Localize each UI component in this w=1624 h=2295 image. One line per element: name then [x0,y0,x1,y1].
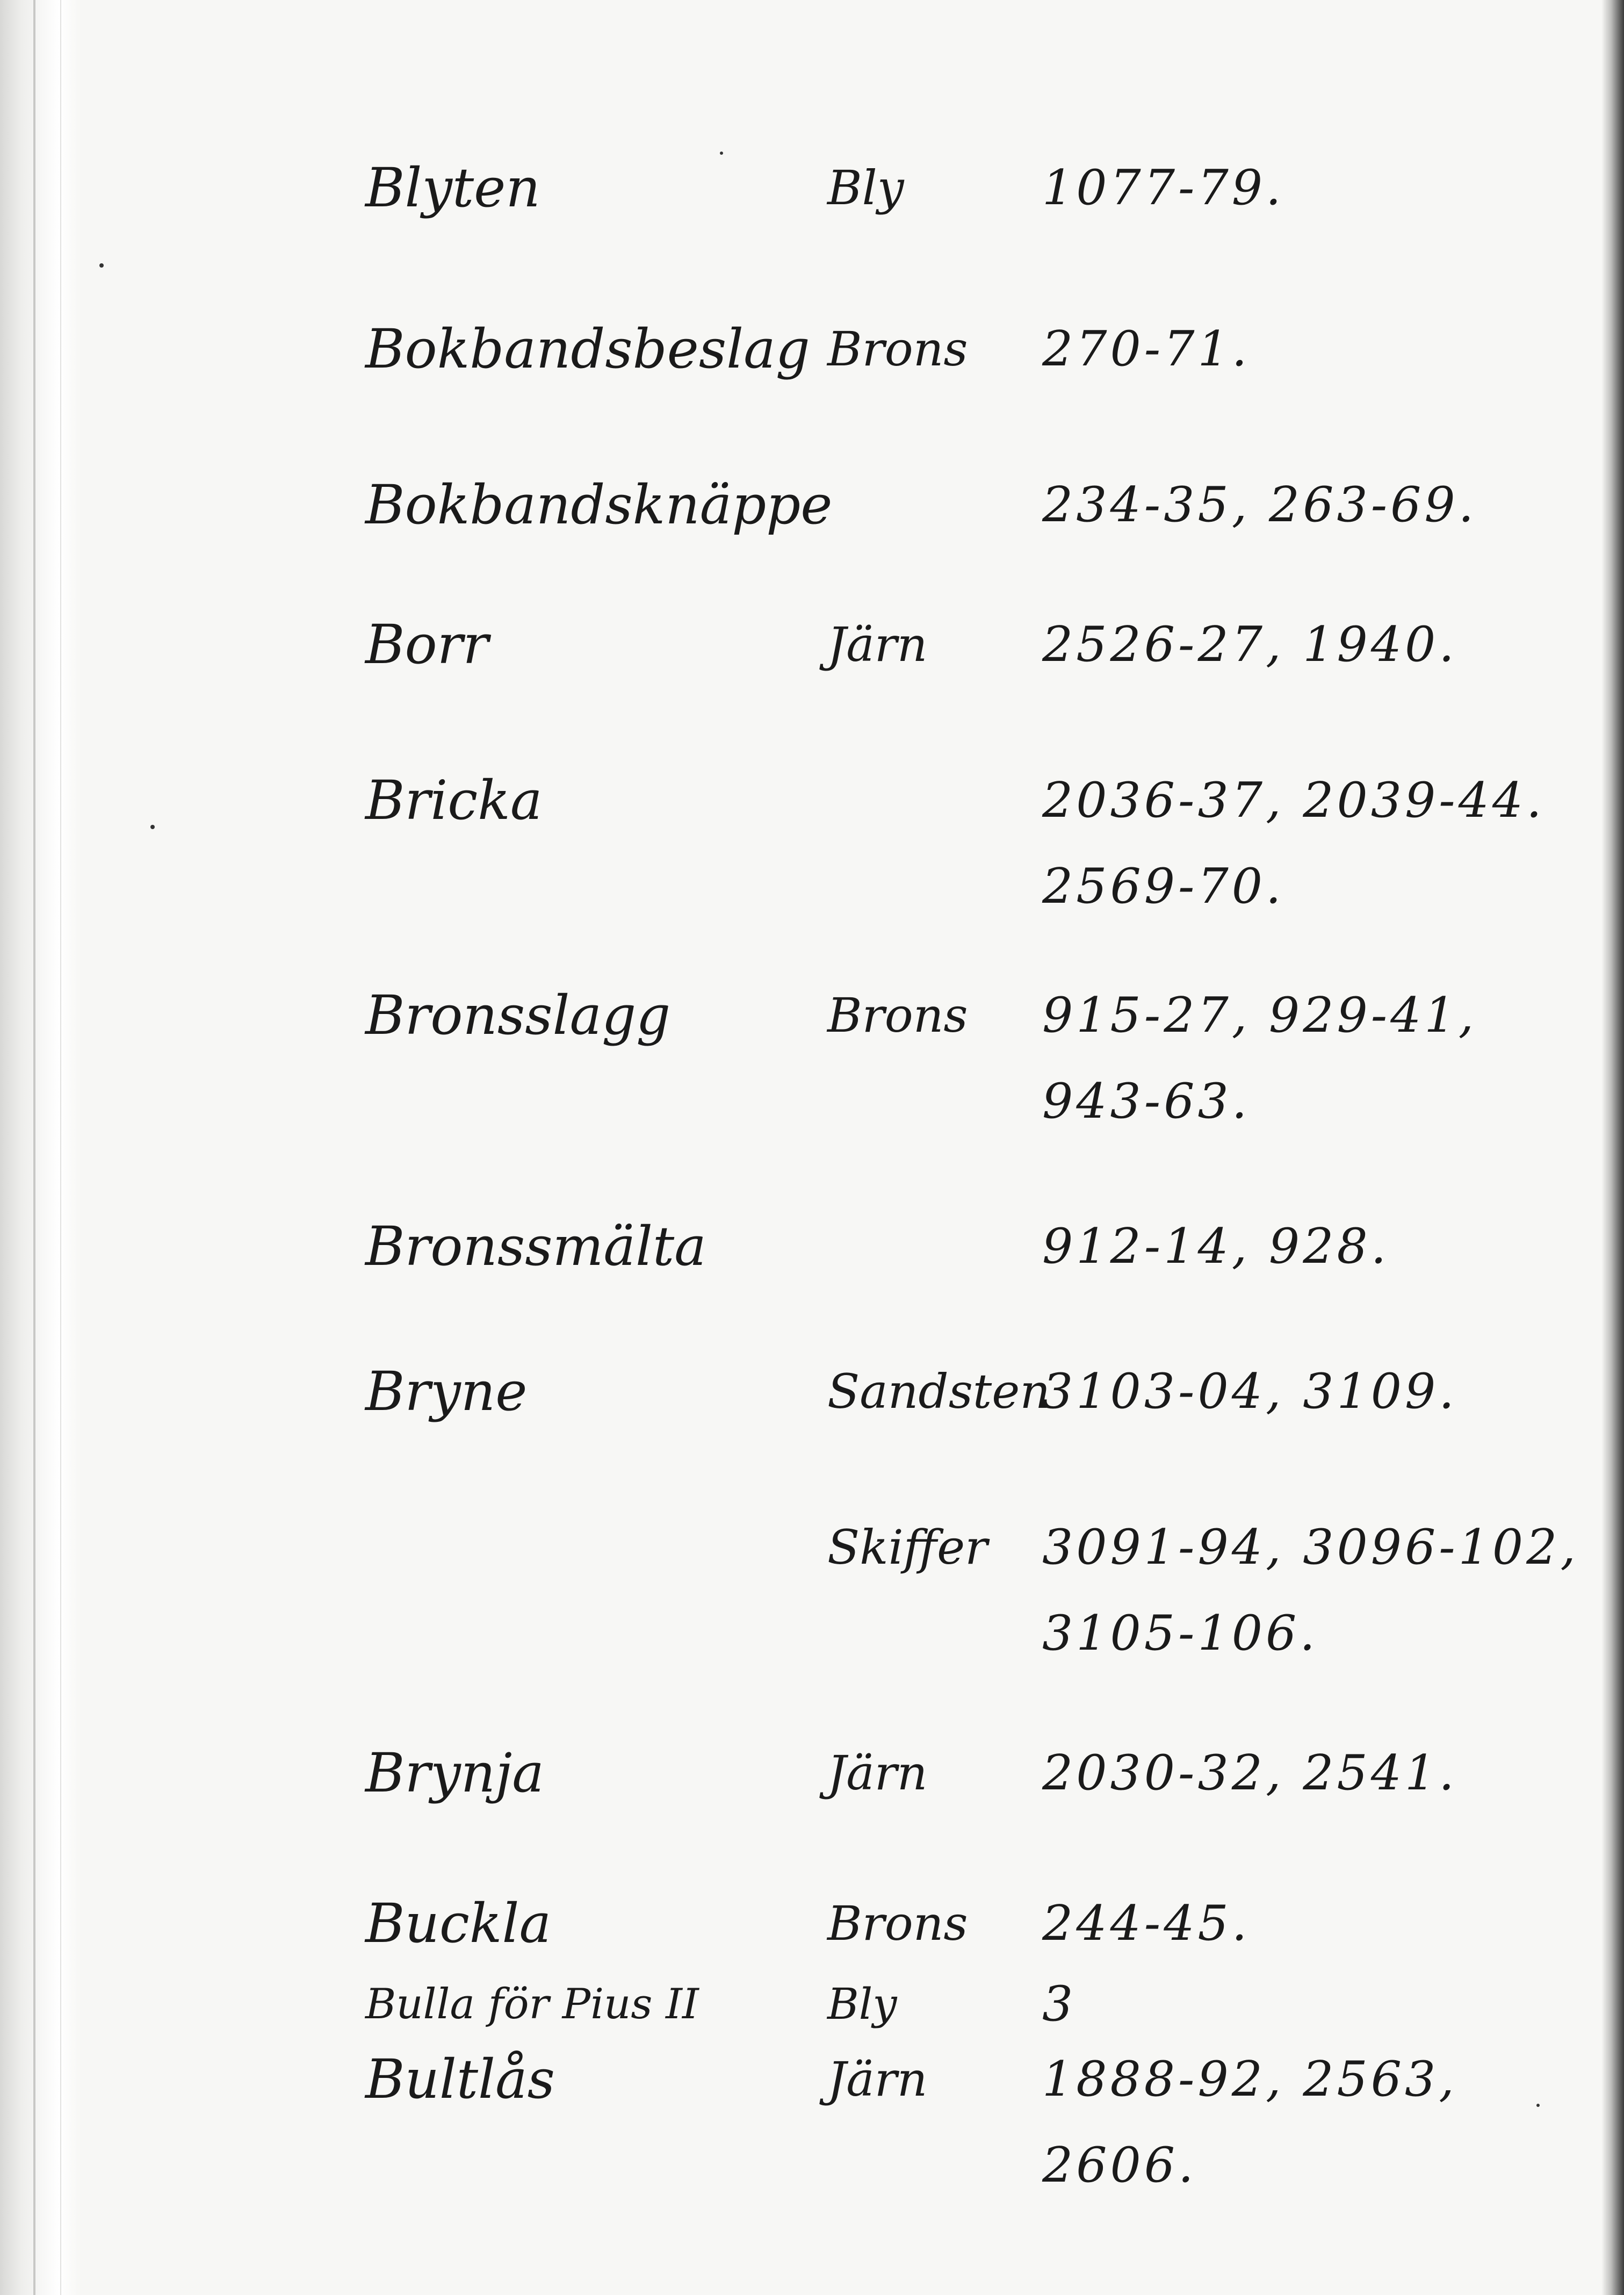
entry-numbers-line: 1888-92, 2563, [1042,2051,1457,2107]
entry-numbers [1042,306,1250,392]
entry-material: Järn [827,617,928,672]
entry-word: Buckla [365,1892,552,1955]
entry-material: Järn [827,2052,928,2107]
entry-material: Sandsten [827,1364,1051,1419]
entry-word: Bokbandsbeslag [365,318,810,380]
scan-speck [1536,2104,1540,2107]
entry-word: Bronssmälta [365,1215,706,1278]
entry-numbers [1042,1961,1076,2047]
entry-numbers-line: 234-35, 263-69. [1042,477,1477,533]
entry-material: Brons [827,988,968,1043]
entry-numbers [1042,2037,1457,2208]
entry-word: Bricka [365,769,543,832]
entry-numbers-line: 3091-94, 3096-102, [1042,1519,1579,1575]
entry-word: Bultlås [365,2048,555,2111]
entry-numbers-line: 2030-32, 2541. [1042,1745,1457,1801]
entry-word: Bryne [365,1360,528,1423]
entry-material: Järn [827,1745,928,1801]
entry-numbers [1042,462,1477,548]
entry-material: Skiffer [827,1520,988,1575]
entry-numbers-line: 1077-79. [1042,160,1284,216]
entry-numbers [1042,602,1457,688]
scan-speck [720,152,723,155]
entry-material: Brons [827,1896,968,1951]
entry-numbers-line: 2036-37, 2039-44. [1042,772,1545,829]
entry-numbers-line: 244-45. [1042,1895,1251,1952]
scan-speck [99,263,104,268]
entry-word: Brynja [365,1742,544,1804]
entry-numbers-line: 270-71. [1042,321,1251,377]
entry-numbers-line: 2526-27, 1940. [1042,616,1457,673]
entry-word: Borr [365,613,489,676]
entry-material: Bly [827,160,904,215]
entry-numbers [1042,758,1545,930]
entry-word: Bulla för Pius II [365,1980,699,2028]
entry-numbers-line: 912-14, 928. [1042,1218,1390,1275]
entry-numbers [1042,1204,1389,1290]
entry-numbers [1042,973,1477,1145]
entry-numbers-line: 3 [1042,1976,1077,2032]
entry-numbers [1042,145,1284,231]
entry-word: Bokbandsknäppe [365,473,833,536]
entry-word: Blyten [365,156,540,219]
entry-numbers-line: 2569-70. [1042,858,1284,915]
entry-numbers-line: 3105-106. [1042,1605,1318,1661]
entry-material: Bly [827,1979,897,2029]
entry-numbers-line: 915-27, 929-41, [1042,987,1477,1044]
entry-numbers [1042,1730,1457,1816]
entry-numbers [1042,1881,1250,1967]
entry-numbers-line: 2606. [1042,2137,1197,2193]
entry-material: Brons [827,321,968,377]
entry-numbers [1042,1505,1579,1677]
entry-numbers-line: 943-63. [1042,1073,1251,1129]
entry-word: Bronsslagg [365,984,671,1047]
entry-numbers-line: 3103-04, 3109. [1042,1363,1457,1420]
entry-numbers [1042,1349,1457,1435]
scan-speck [150,825,155,829]
